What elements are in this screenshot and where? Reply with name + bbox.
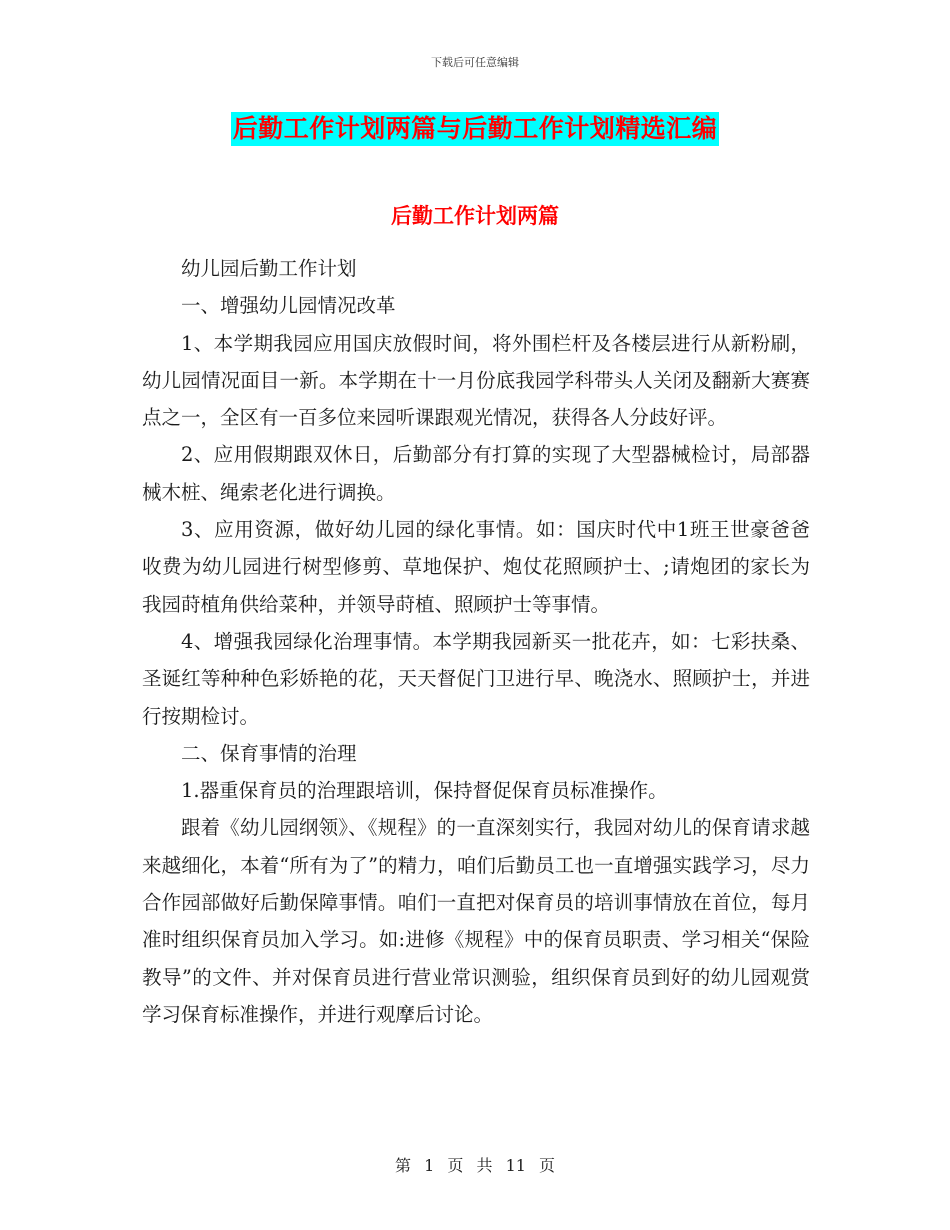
footer-total-pages: 11 xyxy=(505,1156,526,1175)
body-paragraph: 二、保育事情的治理 xyxy=(181,741,357,765)
body-paragraph: 3、应用资源，做好幼儿园的绿化事情。如：国庆时代中1班王世豪爸爸收费为幼儿园进行树型修剪、草地保护、炮仗花照顾护士、;请炮团的家长为我园莳植角供给菜种，并领导莳植、照顾护士等事情。 xyxy=(142,518,810,616)
body-paragraph: 幼儿园后勤工作计划 xyxy=(181,257,357,280)
footer-label-total: 共 xyxy=(476,1156,493,1175)
section-title: 后勤工作计划两篇 xyxy=(391,203,559,228)
body-paragraph: 1.器重保育员的治理跟培训，保持督促保育员标准操作。 xyxy=(181,779,668,803)
footer-label-total-unit: 页 xyxy=(539,1156,556,1175)
document-body xyxy=(142,250,810,1033)
body-paragraph: 1、本学期我园应用国庆放假时间，将外围栏杆及各楼层进行从新粉刷，幼儿园情况面目一新。本学期在十一月份底我园学科带头人关闭及翻新大赛赛点之一，全区有一百多位来园听课跟观光情况，获得各人分歧好评。 xyxy=(142,331,810,430)
body-paragraph: 2、应用假期跟双休日，后勤部分有打算的实现了大型器械检讨，局部器械木桩、绳索老化进行调换。 xyxy=(142,443,810,504)
page-footer xyxy=(0,1153,950,1176)
page-header-note: 下载后可任意编辑 xyxy=(431,56,519,69)
body-paragraph: 4、增强我园绿化治理事情。本学期我园新买一批花卉，如：七彩扶桑、圣诞红等种种色彩娇艳的花，天天督促门卫进行早、晚浇水、照顾护士，并进行按期检讨。 xyxy=(142,629,810,728)
body-paragraph: 一、增强幼儿园情况改革 xyxy=(181,294,396,318)
footer-label-page: 第 xyxy=(394,1156,411,1175)
footer-label-page-unit: 页 xyxy=(447,1156,464,1175)
body-paragraph: 跟着《幼儿园纲领》、《规程》的一直深刻实行，我园对幼儿的保育请求越来越细化，本着“所有为了”的精力，咱们后勤员工也一直增强实践学习，尽力合作园部做好后勤保障事情。咱们一直把对保育员的培训事情放在首位，每月准时组织保育员加入学习。如:进修《规程》中的保育员职责、学习相关“保险教导”的文件、并对保育员进行营业常识测验，组织保育员到好的幼儿园观赏学习保育标准操作，并进行观摩后讨论。 xyxy=(142,816,810,1026)
footer-current-page: 1 xyxy=(424,1156,435,1175)
main-title-container xyxy=(0,112,950,146)
main-title: 后勤工作计划两篇与后勤工作计划精选汇编 xyxy=(231,112,720,146)
